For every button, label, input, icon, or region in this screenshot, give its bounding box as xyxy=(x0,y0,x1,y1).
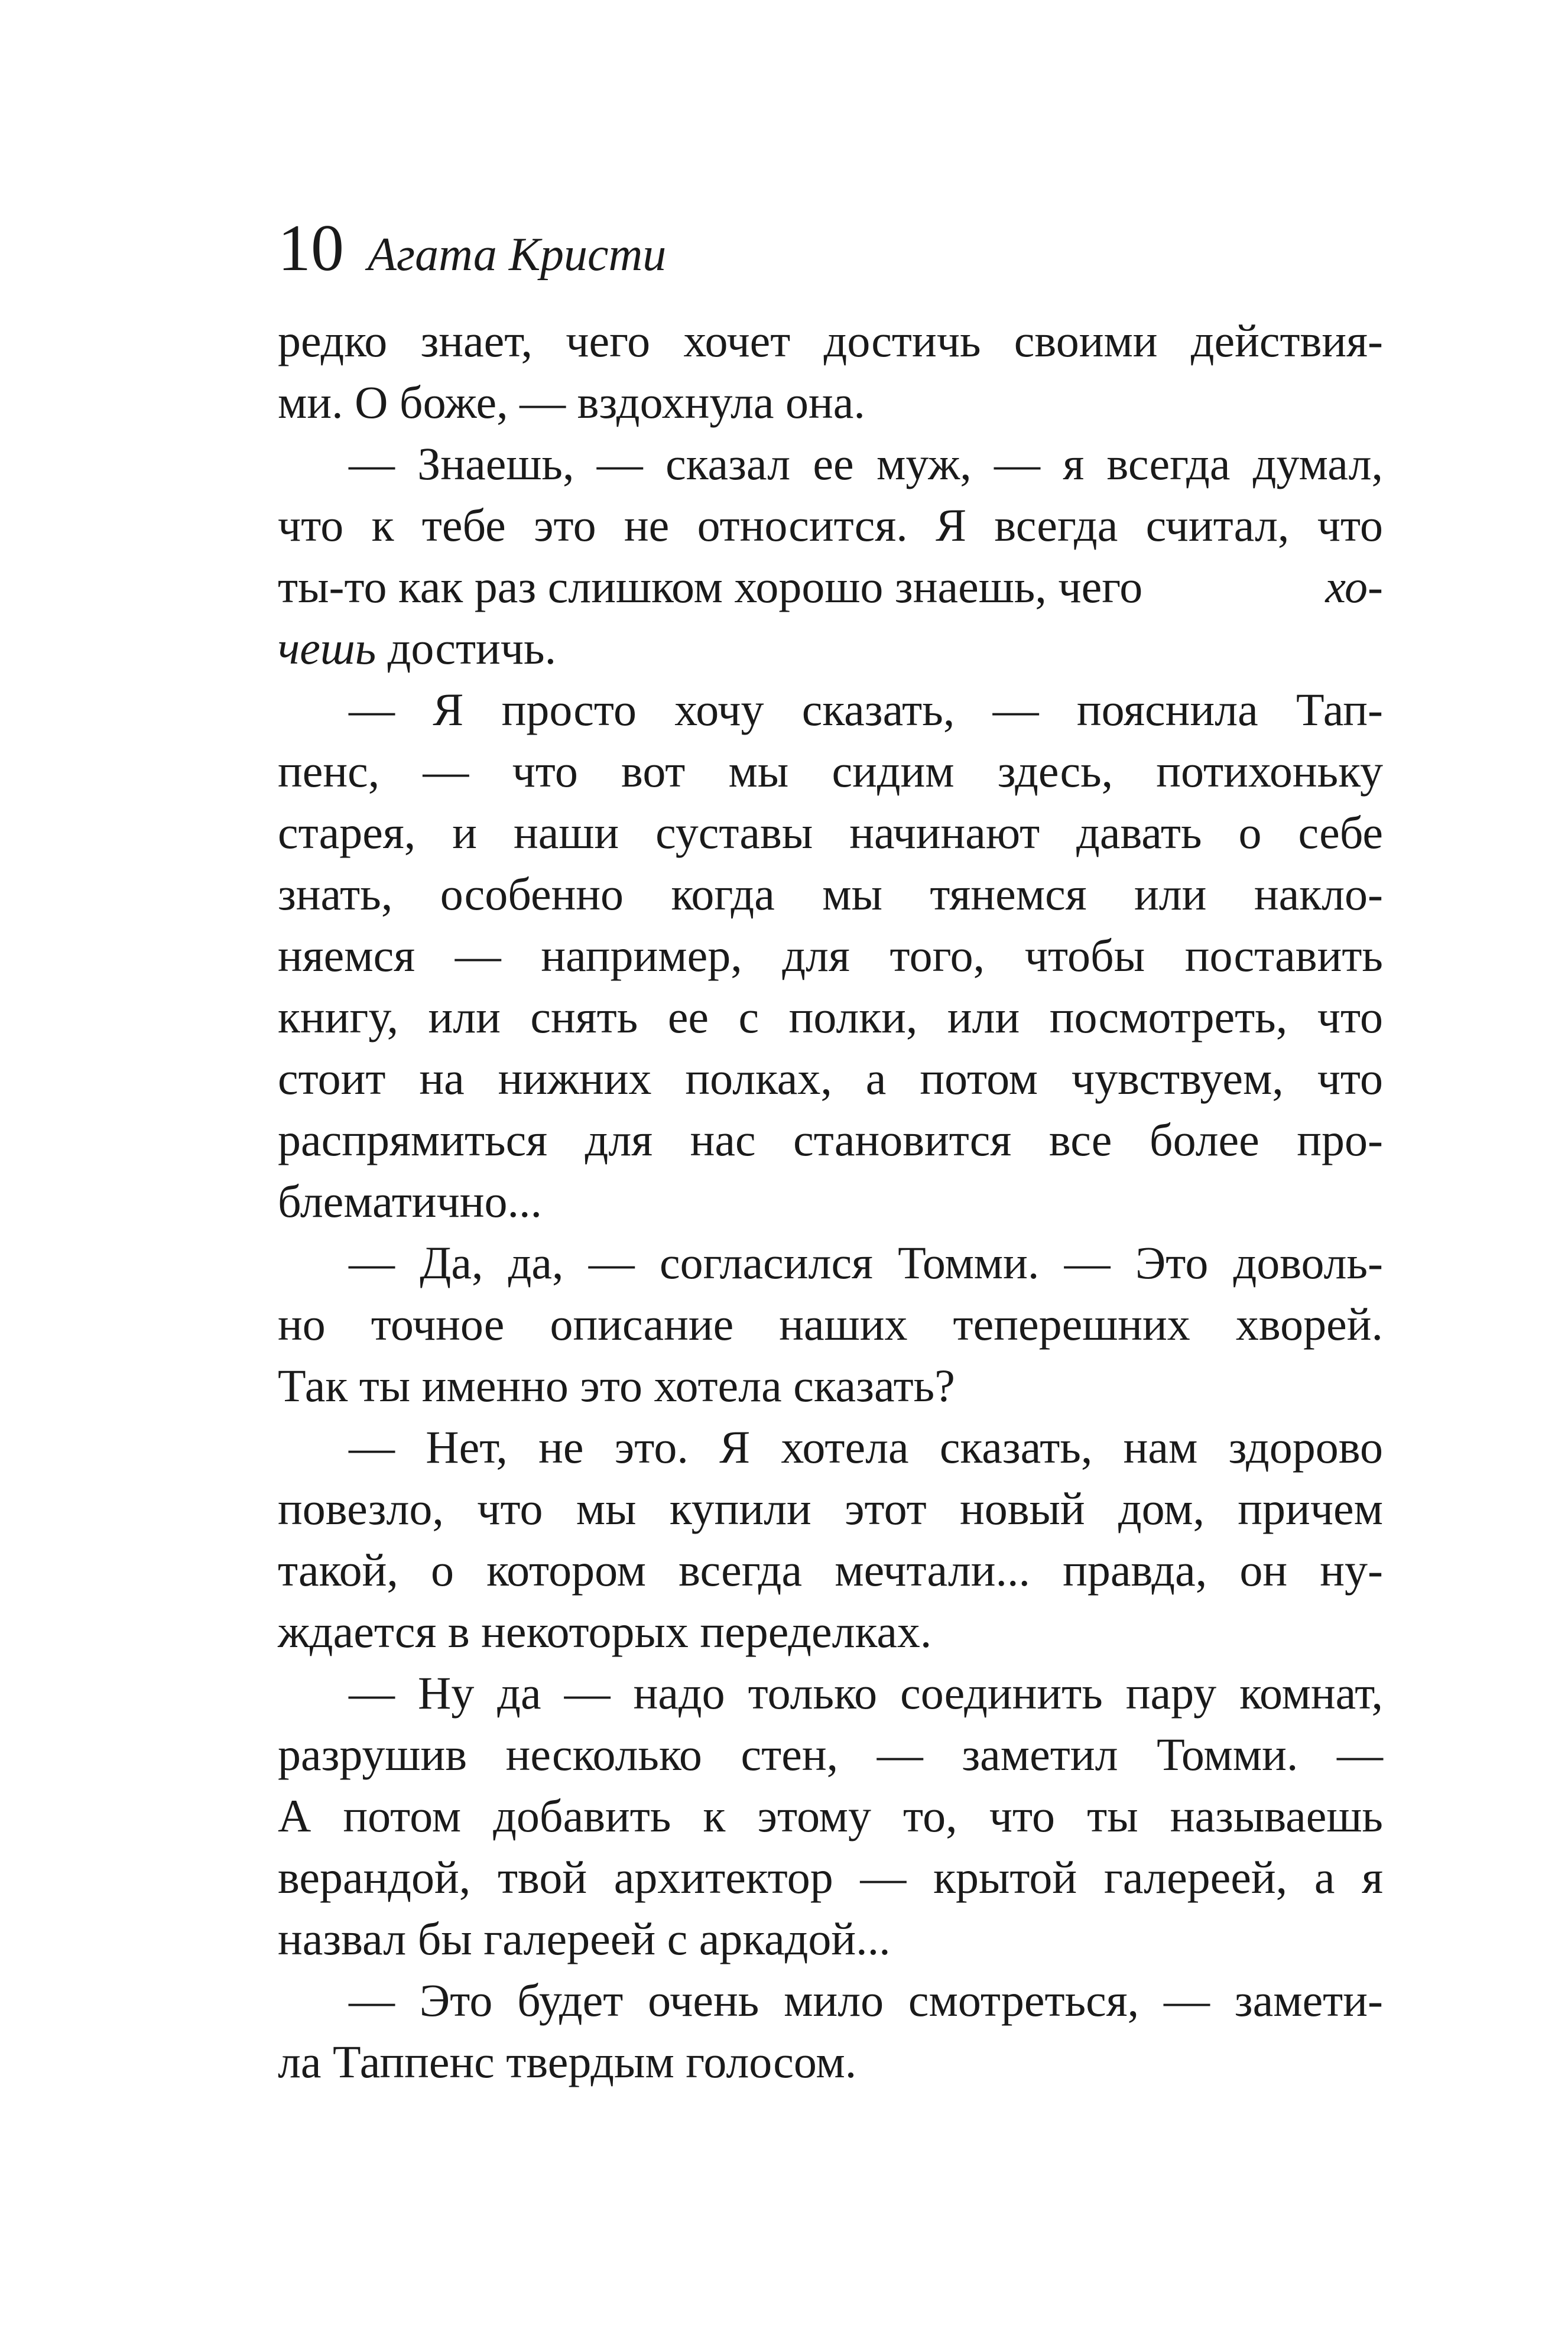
text-line: Так ты именно это хотела сказать? xyxy=(278,1360,955,1411)
text-line: редко знает, чего хочет достичь своими действия- xyxy=(278,315,1383,366)
text-line xyxy=(278,618,1383,679)
text-line: — Это будет очень мило смотреться, — замети- xyxy=(349,1974,1383,2026)
text-line: няемся — например, для того, чтобы поставить xyxy=(278,930,1383,981)
text-line: стоит на нижних полках, а потом чувствуем, что xyxy=(278,1053,1383,1104)
page-number: 10 xyxy=(278,212,344,285)
text-line: пенс, — что вот мы сидим здесь, потихоньку xyxy=(278,745,1383,797)
text-line: такой, о котором всегда мечтали... правда, он ну- xyxy=(278,1544,1383,1596)
book-author: Агата Кристи xyxy=(368,229,667,281)
text-line: ми. О боже, — вздохнула она. xyxy=(278,376,865,428)
text-line: распрямиться для нас становится все более про- xyxy=(278,1114,1383,1165)
text-line: — Нет, не это. Я хотела сказать, нам здорово xyxy=(349,1421,1383,1473)
text-line: назвал бы галереей с аркадой... xyxy=(278,1913,891,1964)
text-line: но точное описание наших теперешних хворей. xyxy=(278,1298,1383,1350)
text-line: разрушив несколько стен, — заметил Томми. — xyxy=(278,1729,1383,1780)
text-line: — Я просто хочу сказать, — пояснила Тап- xyxy=(349,684,1383,735)
text-line: книгу, или снять ее с полки, или посмотреть, что xyxy=(278,991,1383,1042)
text-line: ждается в некоторых переделках. xyxy=(278,1606,932,1657)
text-line: блематично... xyxy=(278,1175,543,1227)
text-line: ла Таппенс твердым голосом. xyxy=(278,2036,857,2087)
text-segment: ты-то как раз слишком хорошо знаешь, чего xyxy=(278,561,1143,612)
text-line: верандой, твой архитектор — крытой галереей, а я xyxy=(278,1852,1383,1903)
text-line: что к тебе это не относится. Я всегда считал, что xyxy=(278,499,1383,551)
text-line: знать, особенно когда мы тянемся или накло- xyxy=(278,868,1383,920)
italic-text: хо- xyxy=(1325,561,1383,612)
running-head xyxy=(278,210,666,287)
italic-text: чешь xyxy=(278,622,376,674)
text-line: — Да, да, — согласился Томми. — Это доволь- xyxy=(349,1237,1383,1288)
text-line xyxy=(278,556,1383,618)
text-line: А потом добавить к этому то, что ты называешь xyxy=(278,1790,1383,1841)
body-text xyxy=(278,310,1383,2093)
text-line: — Ну да — надо только соединить пару комнат, xyxy=(349,1667,1383,1719)
text-segment: достичь. xyxy=(387,622,557,674)
text-line: — Знаешь, — сказал ее муж, — я всегда думал, xyxy=(349,438,1383,489)
text-line: старея, и наши суставы начинают давать о себе xyxy=(278,807,1383,858)
text-line: повезло, что мы купили этот новый дом, причем xyxy=(278,1483,1383,1534)
